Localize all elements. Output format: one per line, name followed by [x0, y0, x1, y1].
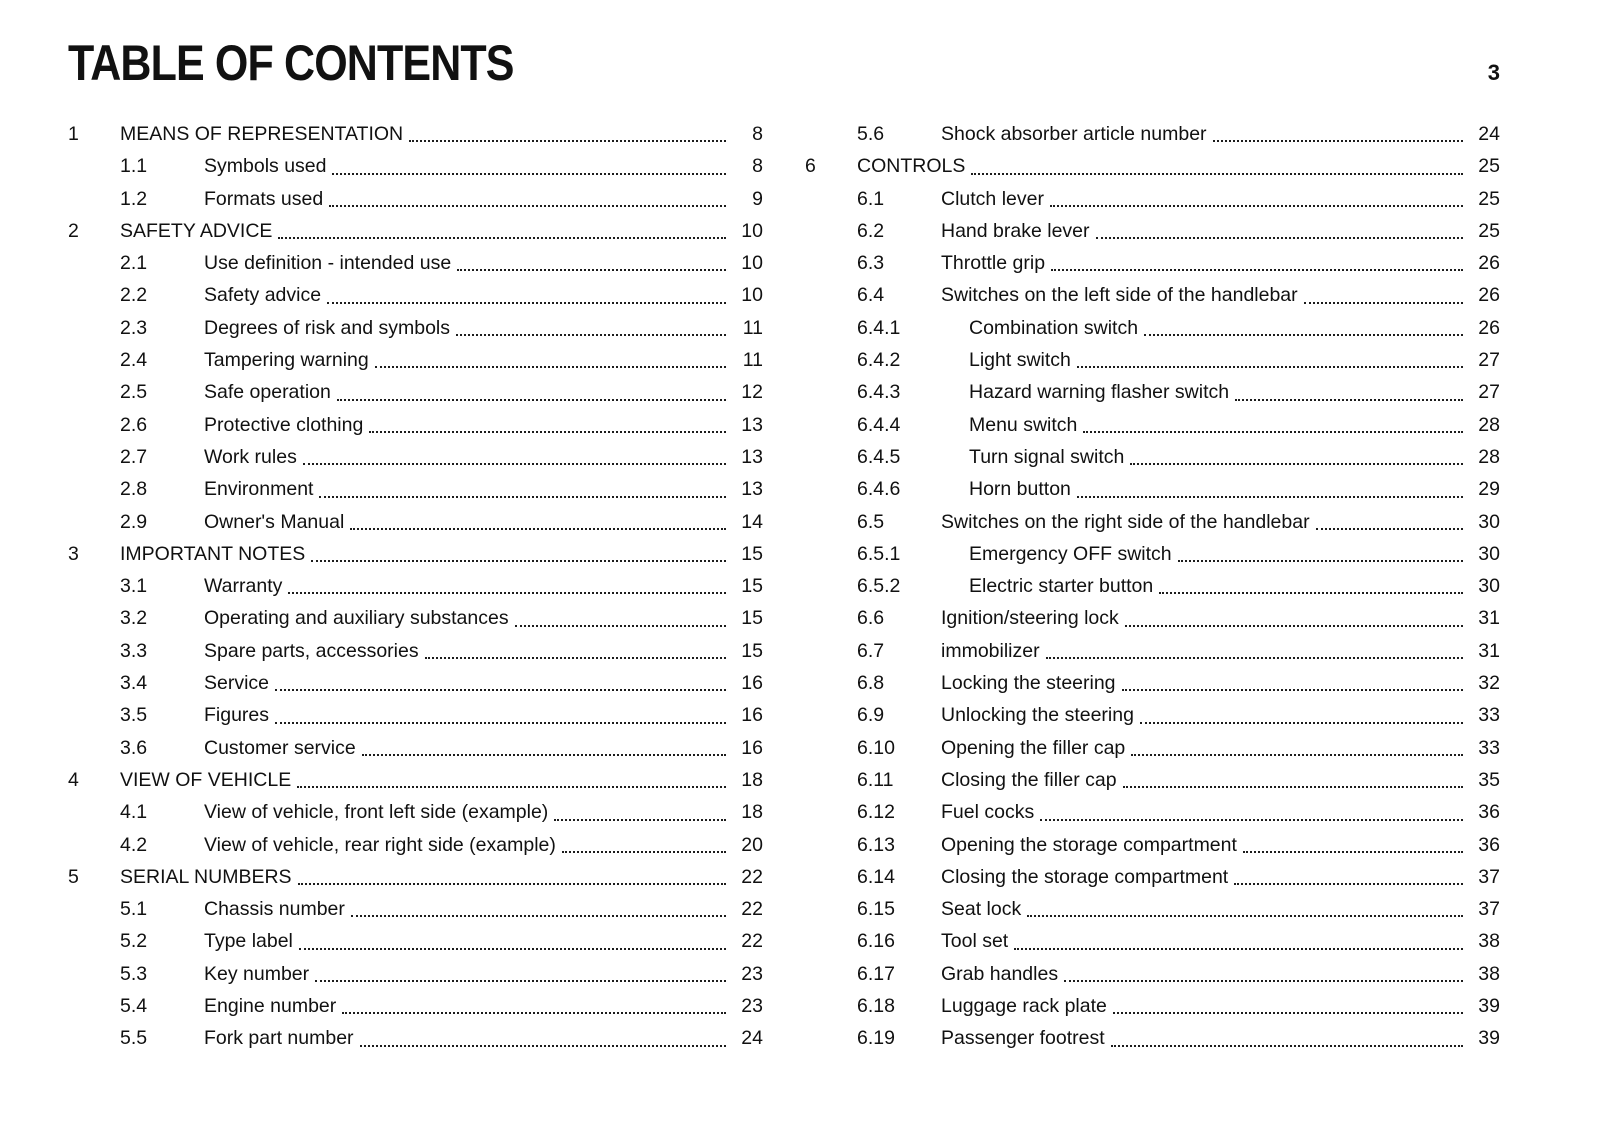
toc-entry [805, 312, 1500, 344]
toc-entry [68, 764, 763, 796]
dot-leader [311, 538, 726, 562]
toc-entry-page: 11 [742, 316, 763, 339]
toc-entry [68, 699, 763, 731]
toc-entry-label: View of vehicle, rear right side (example) [204, 833, 556, 856]
toc-entry [68, 925, 763, 957]
dot-leader [360, 1022, 726, 1046]
toc-entry-page: 15 [741, 639, 763, 662]
toc-entry [805, 376, 1500, 408]
toc-entry [68, 893, 763, 925]
dot-leader [1077, 344, 1463, 368]
toc-entry-number: 5.3 [120, 962, 148, 985]
dot-leader [1077, 473, 1463, 497]
toc-entry-number: 5.4 [120, 995, 148, 1018]
toc-entry [805, 796, 1500, 828]
toc-entry-page: 10 [741, 284, 763, 307]
toc-entry-label: Throttle grip [941, 252, 1046, 275]
toc-entry-label: Chassis number [204, 898, 345, 921]
toc-entry-label: Work rules [204, 445, 297, 468]
toc-entry-number: 2.1 [120, 252, 148, 275]
toc-entry-number: 6.6 [857, 607, 885, 630]
toc-entry [68, 538, 763, 570]
toc-entry-page: 23 [741, 995, 763, 1018]
toc-entry-label: immobilizer [941, 639, 1040, 662]
toc-entry-number: 5.5 [120, 1027, 148, 1050]
toc-entry-number: 6.19 [857, 1027, 895, 1050]
toc-entry-label: IMPORTANT NOTES [120, 542, 306, 565]
toc-entry [805, 990, 1500, 1022]
toc-column-right [805, 118, 1500, 1055]
dot-leader [362, 732, 726, 756]
toc-entry [805, 279, 1500, 311]
toc-entry-page: 18 [741, 768, 763, 791]
dot-leader [1111, 1022, 1463, 1046]
toc-entry-label: Environment [204, 478, 314, 501]
toc-entry-label: VIEW OF VEHICLE [120, 768, 292, 791]
dot-leader [369, 409, 726, 433]
toc-entry [805, 344, 1500, 376]
toc-entry [805, 473, 1500, 505]
toc-entry [68, 312, 763, 344]
toc-entry-label: Key number [204, 962, 310, 985]
dot-leader [1113, 990, 1463, 1014]
toc-entry-page: 23 [741, 962, 763, 985]
dot-leader [375, 344, 726, 368]
toc-entry [805, 441, 1500, 473]
toc-entry-label: Symbols used [204, 155, 327, 178]
dot-leader [1131, 732, 1463, 756]
toc-entry-number: 2.8 [120, 478, 148, 501]
toc-entry [68, 796, 763, 828]
toc-columns [68, 118, 1500, 1055]
toc-entry-page: 10 [741, 219, 763, 242]
toc-entry-number: 6.15 [857, 898, 895, 921]
dot-leader [562, 829, 726, 853]
toc-entry [805, 861, 1500, 893]
toc-entry-page: 13 [741, 413, 763, 436]
toc-entry-page: 24 [1478, 123, 1500, 145]
toc-entry-page: 29 [1478, 478, 1500, 501]
toc-entry-page: 14 [741, 510, 763, 533]
dot-leader [327, 279, 726, 303]
toc-entry-label: Menu switch [969, 413, 1078, 436]
toc-entry-page: 28 [1478, 445, 1500, 468]
page-number: 3 [1487, 60, 1500, 85]
dot-leader [1122, 667, 1463, 691]
toc-entry-page: 30 [1478, 510, 1500, 533]
toc-entry-page: 15 [741, 542, 763, 565]
toc-entry-label: Spare parts, accessories [204, 639, 419, 662]
dot-leader [275, 699, 726, 723]
toc-entry-label: Hazard warning flasher switch [969, 381, 1230, 404]
toc-entry [68, 602, 763, 634]
toc-entry-page: 37 [1478, 898, 1500, 921]
toc-entry-page: 16 [741, 672, 763, 695]
toc-entry-page: 25 [1478, 155, 1500, 178]
toc-entry-label: Opening the storage compartment [941, 833, 1237, 856]
toc-entry [68, 990, 763, 1022]
toc-entry-page: 39 [1478, 1027, 1500, 1050]
toc-entry-label: SERIAL NUMBERS [120, 865, 292, 888]
toc-entry-label: Tool set [941, 930, 1009, 953]
toc-entry-number: 2.5 [120, 381, 148, 404]
toc-entry-number: 2.6 [120, 413, 148, 436]
toc-entry-number: 6.4 [857, 284, 885, 307]
toc-entry [805, 925, 1500, 957]
toc-entry-number: 6.2 [857, 219, 885, 242]
dot-leader [1096, 215, 1464, 239]
toc-entry-label: Unlocking the steering [941, 704, 1134, 727]
toc-entry-number: 6.4.6 [857, 478, 901, 501]
toc-entry [805, 247, 1500, 279]
toc-entry-label: Switches on the right side of the handlebar [941, 510, 1310, 533]
toc-entry-number: 6.17 [857, 962, 895, 985]
toc-entry [805, 409, 1500, 441]
toc-entry-number: 6.13 [857, 833, 895, 856]
toc-entry-page: 31 [1478, 607, 1500, 630]
toc-entry-label: Protective clothing [204, 413, 364, 436]
toc-entry [68, 247, 763, 279]
dot-leader [298, 861, 726, 885]
toc-entry-number: 2.2 [120, 284, 148, 307]
toc-entry [68, 958, 763, 990]
dot-leader [409, 118, 726, 142]
toc-entry-label: View of vehicle, front left side (example) [204, 801, 549, 824]
toc-entry-number: 4 [68, 768, 79, 791]
toc-entry [805, 893, 1500, 925]
dot-leader [1304, 279, 1463, 303]
toc-entry-number: 6.9 [857, 704, 885, 727]
dot-leader [1064, 958, 1463, 982]
toc-entry-page: 25 [1478, 219, 1500, 242]
toc-entry [68, 376, 763, 408]
toc-entry-page: 16 [741, 736, 763, 759]
toc-entry-page: 33 [1478, 704, 1500, 727]
toc-entry-number: 5.1 [120, 898, 148, 921]
dot-leader [1159, 570, 1463, 594]
toc-entry-page: 33 [1478, 736, 1500, 759]
toc-entry-page: 20 [741, 833, 763, 856]
toc-entry-page: 27 [1478, 349, 1500, 372]
toc-entry [68, 409, 763, 441]
toc-entry-label: Opening the filler cap [941, 736, 1126, 759]
toc-entry-page: 16 [741, 704, 763, 727]
dot-leader [1123, 764, 1463, 788]
toc-entry [68, 506, 763, 538]
toc-entry-label: SAFETY ADVICE [120, 219, 273, 242]
dot-leader [515, 602, 726, 626]
dot-leader [456, 312, 726, 336]
dot-leader [1316, 506, 1463, 530]
dot-leader [1213, 118, 1463, 142]
dot-leader [971, 150, 1463, 174]
toc-entry-label: Hand brake lever [941, 219, 1090, 242]
toc-entry-number: 2.9 [120, 510, 148, 533]
toc-entry [805, 635, 1500, 667]
toc-entry-page: 36 [1478, 833, 1500, 856]
toc-entry-number: 4.1 [120, 801, 148, 824]
toc-entry-number: 4.2 [120, 833, 148, 856]
toc-entry-number: 6.1 [857, 187, 885, 210]
toc-entry-label: Turn signal switch [969, 445, 1125, 468]
toc-entry [805, 829, 1500, 861]
toc-entry-label: Switches on the left side of the handlebar [941, 284, 1298, 307]
toc-entry-label: Use definition - intended use [204, 252, 452, 275]
toc-entry-label: MEANS OF REPRESENTATION [120, 123, 404, 145]
toc-entry-number: 1.1 [120, 155, 148, 178]
toc-entry-label: Warranty [204, 575, 283, 598]
toc-entry-page: 26 [1478, 284, 1500, 307]
toc-entry-label: Closing the filler cap [941, 768, 1117, 791]
dot-leader [1083, 409, 1463, 433]
toc-entry-number: 6.14 [857, 865, 895, 888]
toc-entry-number: 6.4.5 [857, 445, 901, 468]
toc-entry-label: Safe operation [204, 381, 331, 404]
toc-entry-page: 15 [741, 607, 763, 630]
toc-entry-page: 37 [1478, 865, 1500, 888]
toc-entry [805, 570, 1500, 602]
toc-entry-number: 6.5 [857, 510, 885, 533]
toc-entry-number: 1.2 [120, 187, 148, 210]
toc-entry [805, 506, 1500, 538]
toc-entry-number: 3.1 [120, 575, 148, 598]
toc-entry-number: 5.6 [857, 123, 885, 145]
toc-entry-label: Emergency OFF switch [969, 542, 1172, 565]
toc-entry-label: Fork part number [204, 1027, 354, 1050]
dot-leader [275, 667, 726, 691]
toc-entry-number: 3 [68, 542, 79, 565]
toc-entry-number: 3.5 [120, 704, 148, 727]
toc-entry [68, 861, 763, 893]
toc-entry-page: 10 [741, 252, 763, 275]
toc-entry [805, 150, 1500, 182]
toc-entry-page: 35 [1478, 768, 1500, 791]
dot-leader [319, 473, 726, 497]
toc-entry-label: Shock absorber article number [941, 123, 1207, 145]
toc-entry-number: 6.4.3 [857, 381, 901, 404]
toc-entry-label: Fuel cocks [941, 801, 1035, 824]
toc-entry-page: 32 [1478, 672, 1500, 695]
dot-leader [1040, 796, 1463, 820]
toc-entry-label: Light switch [969, 349, 1071, 372]
dot-leader [554, 796, 726, 820]
toc-entry-page: 22 [741, 898, 763, 921]
dot-leader [1144, 312, 1463, 336]
toc-entry-label: Formats used [204, 187, 324, 210]
toc-entry-number: 3.2 [120, 607, 148, 630]
toc-entry-number: 6.5.1 [857, 542, 901, 565]
toc-entry-page: 26 [1478, 316, 1500, 339]
toc-entry-label: Ignition/steering lock [941, 607, 1119, 630]
dot-leader [297, 764, 726, 788]
toc-entry-number: 6.11 [857, 768, 894, 791]
toc-entry [805, 538, 1500, 570]
toc-entry-page: 15 [741, 575, 763, 598]
toc-entry-number: 6.3 [857, 252, 885, 275]
toc-entry-label: Locking the steering [941, 672, 1116, 695]
toc-entry-label: Safety advice [204, 284, 322, 307]
toc-entry-page: 28 [1478, 413, 1500, 436]
toc-column-left [68, 118, 763, 1055]
toc-entry-page: 22 [741, 865, 763, 888]
toc-entry-number: 6.12 [857, 801, 895, 824]
dot-leader [1051, 247, 1463, 271]
toc-entry [68, 1022, 763, 1054]
toc-entry [805, 183, 1500, 215]
dot-leader [1178, 538, 1463, 562]
toc-entry-label: Owner's Manual [204, 510, 345, 533]
dot-leader [1125, 602, 1463, 626]
toc-entry-page: 38 [1478, 962, 1500, 985]
page-title: TABLE OF CONTENTS [68, 35, 514, 91]
dot-leader [337, 376, 726, 400]
toc-entry-label: Grab handles [941, 962, 1059, 985]
toc-entry-page: 13 [741, 478, 763, 501]
dot-leader [350, 506, 726, 530]
toc-entry-label: Electric starter button [969, 575, 1154, 598]
toc-entry [68, 732, 763, 764]
page-header [68, 34, 1500, 92]
toc-entry-number: 6.7 [857, 639, 885, 662]
toc-entry-number: 2 [68, 219, 79, 242]
dot-leader [1027, 893, 1463, 917]
toc-entry [805, 958, 1500, 990]
toc-entry-label: Combination switch [969, 316, 1139, 339]
toc-entry-number: 2.7 [120, 445, 148, 468]
toc-entry [805, 699, 1500, 731]
toc-entry [805, 764, 1500, 796]
toc-entry-number: 2.4 [120, 349, 148, 372]
toc-entry [805, 1022, 1500, 1054]
toc-entry [805, 602, 1500, 634]
dot-leader [332, 150, 726, 174]
toc-entry-page: 18 [741, 801, 763, 824]
toc-entry-page: 8 [752, 123, 763, 145]
dot-leader [1243, 829, 1463, 853]
toc-entry [68, 829, 763, 861]
toc-entry-page: 26 [1478, 252, 1500, 275]
toc-entry [68, 635, 763, 667]
toc-entry-page: 22 [741, 930, 763, 953]
dot-leader [315, 958, 726, 982]
toc-entry-page: 36 [1478, 801, 1500, 824]
toc-entry [68, 570, 763, 602]
toc-entry-number: 3.6 [120, 736, 148, 759]
toc-entry-number: 2.3 [120, 316, 148, 339]
toc-entry-page: 8 [752, 155, 763, 178]
toc-entry [68, 118, 763, 150]
toc-entry-label: Type label [204, 930, 293, 953]
toc-entry-page: 13 [741, 445, 763, 468]
toc-entry-label: Passenger footrest [941, 1027, 1105, 1050]
toc-entry-number: 1 [68, 123, 79, 145]
dot-leader [1235, 376, 1463, 400]
dot-leader [288, 570, 726, 594]
toc-entry [68, 667, 763, 699]
toc-entry-label: Degrees of risk and symbols [204, 316, 451, 339]
dot-leader [1234, 861, 1463, 885]
dot-leader [329, 183, 726, 207]
dot-leader [1046, 635, 1463, 659]
toc-entry-label: Luggage rack plate [941, 995, 1107, 1018]
dot-leader [1140, 699, 1463, 723]
toc-entry-number: 6.18 [857, 995, 895, 1018]
toc-entry [805, 118, 1500, 150]
dot-leader [1014, 925, 1463, 949]
toc-entry-label: Tampering warning [204, 349, 369, 372]
toc-entry [805, 215, 1500, 247]
toc-entry-page: 12 [741, 381, 763, 404]
toc-entry [68, 473, 763, 505]
toc-entry-number: 3.4 [120, 672, 148, 695]
toc-entry-number: 6 [805, 155, 816, 178]
toc-entry-label: Service [204, 672, 270, 695]
toc-entry-number: 5 [68, 865, 79, 888]
dot-leader [425, 635, 726, 659]
toc-entry [68, 344, 763, 376]
toc-entry-page: 30 [1478, 575, 1500, 598]
dot-leader [351, 893, 726, 917]
toc-entry-number: 6.4.1 [857, 316, 901, 339]
toc-entry [68, 215, 763, 247]
toc-entry-label: CONTROLS [857, 155, 966, 178]
toc-entry-page: 11 [742, 349, 763, 372]
toc-entry-page: 31 [1478, 639, 1500, 662]
toc-entry-label: Seat lock [941, 898, 1022, 921]
toc-entry-label: Figures [204, 704, 270, 727]
dot-leader [342, 990, 726, 1014]
toc-entry-label: Engine number [204, 995, 337, 1018]
toc-entry-page: 27 [1478, 381, 1500, 404]
dot-leader [1050, 183, 1463, 207]
toc-entry-number: 6.16 [857, 930, 895, 953]
toc-entry [805, 667, 1500, 699]
toc-entry [68, 150, 763, 182]
toc-entry-label: Clutch lever [941, 187, 1044, 210]
toc-entry-number: 6.10 [857, 736, 895, 759]
toc-entry-number: 6.5.2 [857, 575, 901, 598]
dot-leader [457, 247, 726, 271]
toc-entry [68, 441, 763, 473]
toc-entry-label: Closing the storage compartment [941, 865, 1229, 888]
toc-entry-number: 3.3 [120, 639, 148, 662]
toc-entry-number: 6.8 [857, 672, 885, 695]
toc-entry [68, 183, 763, 215]
dot-leader [1130, 441, 1463, 465]
toc-entry-number: 6.4.2 [857, 349, 901, 372]
toc-entry-page: 30 [1478, 542, 1500, 565]
toc-entry [68, 279, 763, 311]
dot-leader [299, 925, 726, 949]
toc-entry-number: 6.4.4 [857, 413, 901, 436]
dot-leader [278, 215, 726, 239]
toc-entry-label: Customer service [204, 736, 356, 759]
toc-entry-page: 9 [752, 187, 763, 210]
dot-leader [303, 441, 726, 465]
toc-entry-label: Operating and auxiliary substances [204, 607, 509, 630]
toc-entry-label: Horn button [969, 478, 1071, 501]
toc-entry-page: 38 [1478, 930, 1500, 953]
toc-entry [805, 732, 1500, 764]
toc-entry-page: 39 [1478, 995, 1500, 1018]
toc-entry-page: 25 [1478, 187, 1500, 210]
toc-entry-number: 5.2 [120, 930, 148, 953]
toc-entry-page: 24 [741, 1027, 763, 1050]
